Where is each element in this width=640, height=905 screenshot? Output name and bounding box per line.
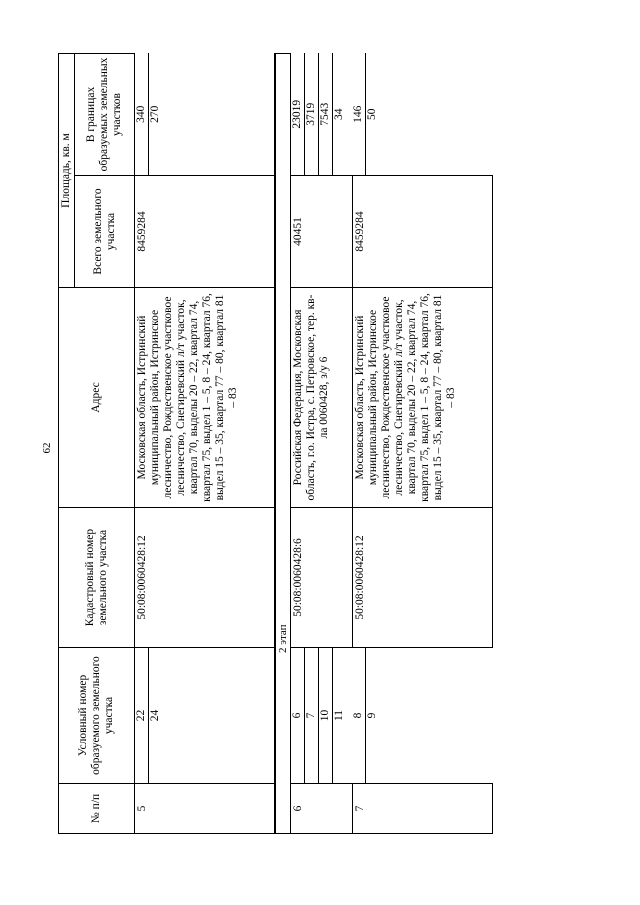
table-row	[290, 54, 352, 834]
area-within: 270	[149, 105, 161, 123]
area-total: 40451	[290, 176, 352, 288]
area-table-page	[58, 54, 558, 834]
conditional-number: 8	[352, 648, 366, 783]
stage-label: 2 этап	[275, 54, 291, 834]
conditional-number: 24	[149, 709, 161, 722]
stage-row	[275, 54, 291, 834]
address: Российская Федерация, Московская область, г.о. Истра, с. Петровское, тер. кв-ла 0060428, з/у 6	[290, 288, 352, 508]
table-row	[352, 54, 492, 834]
area-within: 50	[366, 108, 378, 120]
areas-within	[352, 54, 492, 176]
conditional-numbers	[135, 648, 275, 784]
header-area-total: Всего земельного участка	[75, 176, 135, 288]
areas-within	[135, 54, 275, 176]
conditional-number: 10	[319, 648, 333, 783]
page-number: 62	[41, 442, 53, 454]
area-within: 23019	[291, 54, 305, 176]
header-area-within: В границах образуемых земельных участков	[75, 54, 135, 176]
conditional-number: 7	[305, 648, 319, 783]
cadastral-number: 50:08:0060428:6	[290, 508, 352, 648]
cadastral-number: 50:08:0060428:12	[135, 508, 275, 648]
header-address: Адрес	[59, 288, 135, 508]
conditional-numbers	[290, 648, 352, 784]
area-within: 34	[332, 108, 345, 120]
header-cadastral-number: Кадастровый номер земельного участка	[59, 508, 135, 648]
conditional-number: 6	[291, 648, 305, 783]
area-within: 7543	[319, 54, 333, 176]
area-within: 340	[135, 54, 149, 176]
row-num: 5	[135, 784, 275, 834]
table-row	[135, 54, 275, 834]
conditional-number: 9	[366, 712, 378, 719]
area-within: 146	[352, 54, 366, 176]
address: Московская область, Истринский муниципальный район, Истринское лесничество, Рождественское участковое лесничество, Снегиревский л/т участок, квартал 70, выделы 20 – 22, квартал 74, квартал 75, выдел 1 – 5, 8 – 24, квартал 76, выдел 15 – 35, квартал 77 – 80, квартал 81 – 83	[135, 288, 275, 508]
header-conditional-number: Условный номер образуемого земельного участка	[59, 648, 135, 784]
area-total: 8459284	[135, 176, 275, 288]
header-area: Площадь, кв. м	[59, 54, 75, 288]
header-num: № п/п	[59, 784, 135, 834]
area-within: 3719	[305, 54, 319, 176]
area-total: 8459284	[352, 176, 492, 288]
conditional-number: 22	[135, 648, 149, 783]
conditional-numbers	[352, 648, 492, 784]
cadastral-number: 50:08:0060428:12	[352, 508, 492, 648]
row-num: 7	[352, 784, 492, 834]
land-plots-table	[58, 53, 493, 834]
address: Московская область, Истринский муниципальный район, Истринское лесничество, Рождественское участковое лесничество, Снегиревский л/т участок, квартал 70, выделы 20 – 22, квартал 74, квартал 75, выдел 1 – 5, 8 – 24, квартал 76, выдел 15 – 35, квартал 77 – 80, квартал 81 – 83	[352, 288, 492, 508]
areas-within	[290, 54, 352, 176]
row-num: 6	[290, 784, 352, 834]
conditional-number: 11	[332, 709, 345, 722]
